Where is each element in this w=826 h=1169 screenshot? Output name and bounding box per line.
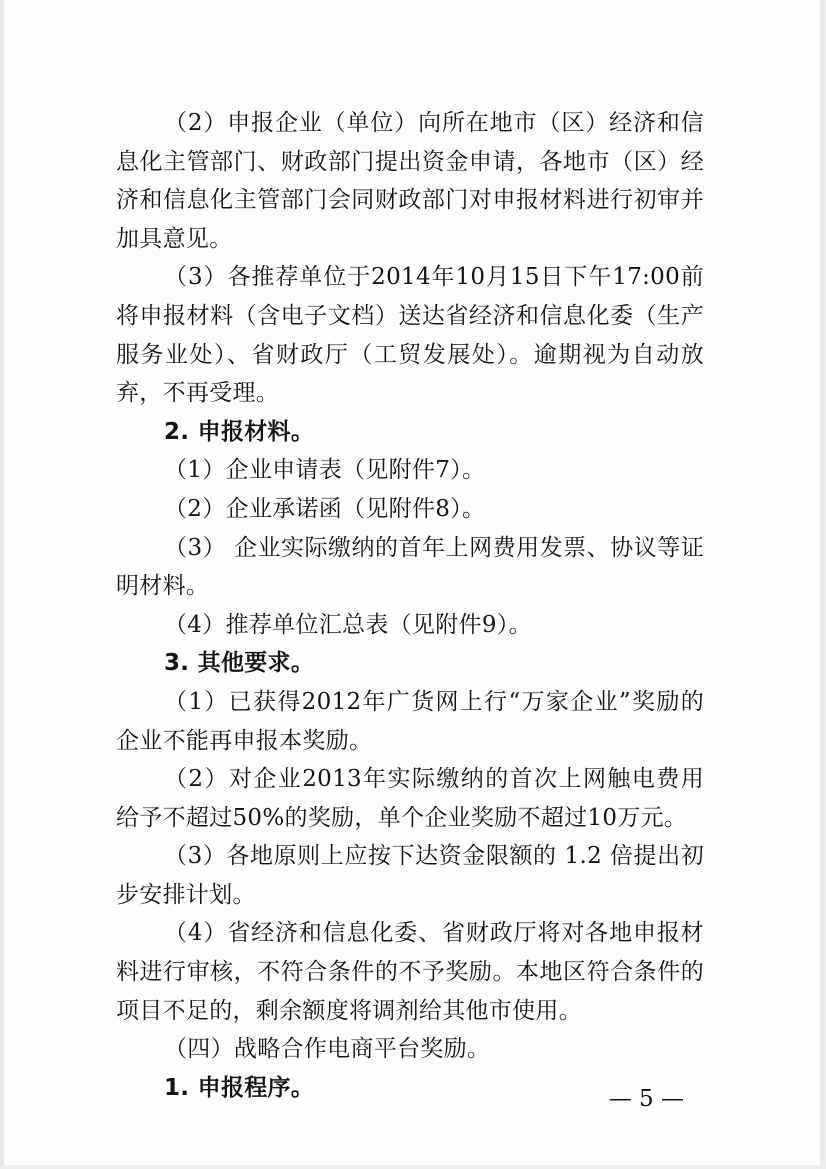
paragraph: （3）各地原则上应按下达资金限额的 1.2 倍提出初步安排计划。: [116, 843, 704, 908]
section-heading: 3. 其他要求。: [164, 650, 315, 677]
paragraph: （3）各推荐单位于2014年10月15日下午17:00前将申报材料（含电子文档）送达省经济和信息化委（生产服务业处）、省财政厅（工贸发展处）。逾期视为自动放弃，不再受理。: [116, 264, 704, 407]
section-heading: 1. 申报程序。: [164, 1074, 315, 1101]
list-item: （1）企业申请表（见附件7）。: [164, 457, 486, 484]
paragraph: （4）省经济和信息化委、省财政厅将对各地申报材料进行审核，不符合条件的不予奖励。本地区符合条件的项目不足的，剩余额度将调剂给其他市使用。: [116, 920, 704, 1024]
list-item: （3） 企业实际缴纳的首年上网费用发票、协议等证明材料。: [116, 534, 704, 600]
list-item: （2）企业承诺函（见附件8）。: [164, 495, 486, 522]
paragraph: （2）对企业2013年实际缴纳的首次上网触电费用给予不超过50%的奖励，单个企业奖励不超过10万元。: [116, 766, 704, 831]
subsection-heading: （四）战略合作电商平台奖励。: [164, 1036, 491, 1063]
document-body: [116, 104, 704, 1107]
page-number: — 5 —: [608, 1086, 684, 1112]
paragraph: （2）申报企业（单位）向所在地市（区）经济和信息化主管部门、财政部门提出资金申请，各地市（区）经济和信息化主管部门会同财政部门对申报材料进行初审并加具意见。: [116, 110, 704, 252]
paragraph: （1）已获得2012年广货网上行“万家企业”奖励的企业不能再申报本奖励。: [116, 688, 704, 754]
list-item: （4）推荐单位汇总表（见附件9）。: [164, 611, 532, 638]
section-heading: 2. 申报材料。: [164, 418, 315, 445]
